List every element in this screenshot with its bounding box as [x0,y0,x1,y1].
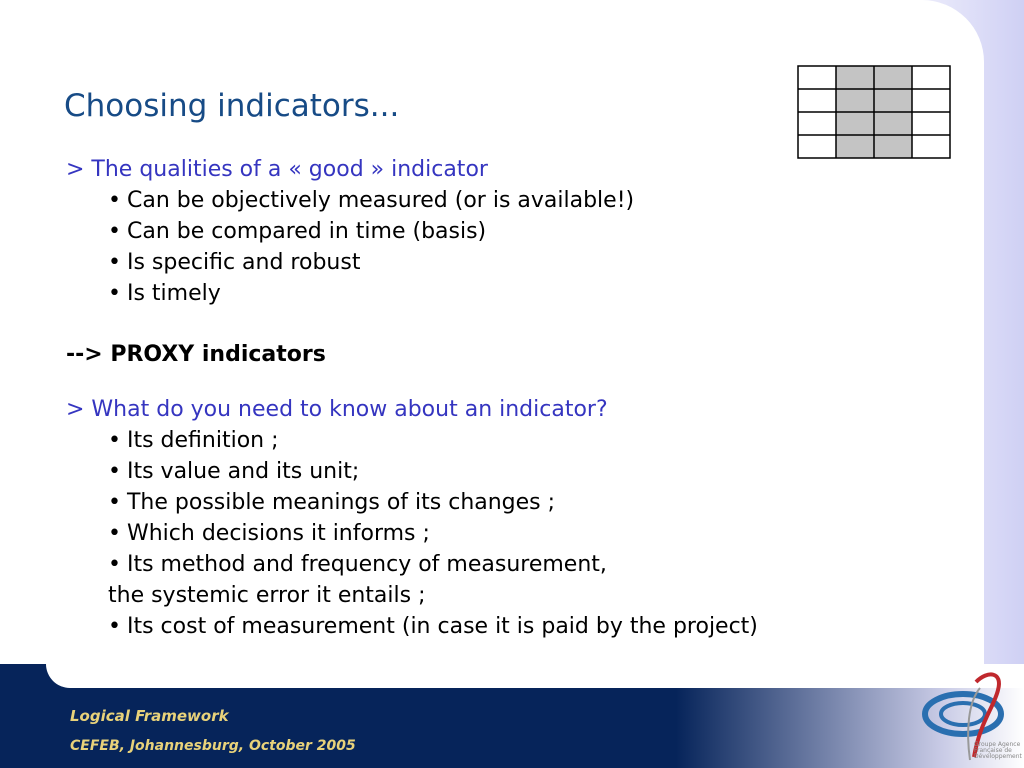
footer-title: Logical Framework [70,707,229,725]
grid-table-icon [797,65,951,159]
list-item: • Its method and frequency of measurement, [108,552,607,577]
list-item: • Can be objectively measured (or is available!) [108,188,635,213]
footer-bar [0,688,1024,768]
slide-title: Choosing indicators... [64,88,400,124]
footer-subtitle: CEFEB, Johannesburg, October 2005 [70,738,356,754]
list-item: • Is timely [108,281,221,306]
list-item: • Which decisions it informs ; [108,521,430,546]
list-item: • Its cost of measurement (in case it is paid by the project) [108,614,758,639]
qualities-list [66,185,906,309]
list-item: • The possible meanings of its changes ; [108,490,556,515]
slide-body [66,154,906,642]
section-qualities-heading: > The qualities of a « good » indicator [66,157,488,182]
section-need-to-know-heading: > What do you need to know about an indicator? [66,397,608,422]
need-to-know-list [66,425,906,642]
list-item: • Its value and its unit; [108,459,360,484]
proxy-indicators-line: --> PROXY indicators [66,342,326,367]
list-item-continuation: the systemic error it entails ; [108,583,426,608]
footer-curve-mask [46,664,1024,688]
list-item: • Is specific and robust [108,250,361,275]
section-need-to-know [66,394,906,642]
logo-caption: Groupe Agence Française de Développement [974,741,1022,760]
list-item: • Its definition ; [108,428,279,453]
list-item: • Can be compared in time (basis) [108,219,487,244]
